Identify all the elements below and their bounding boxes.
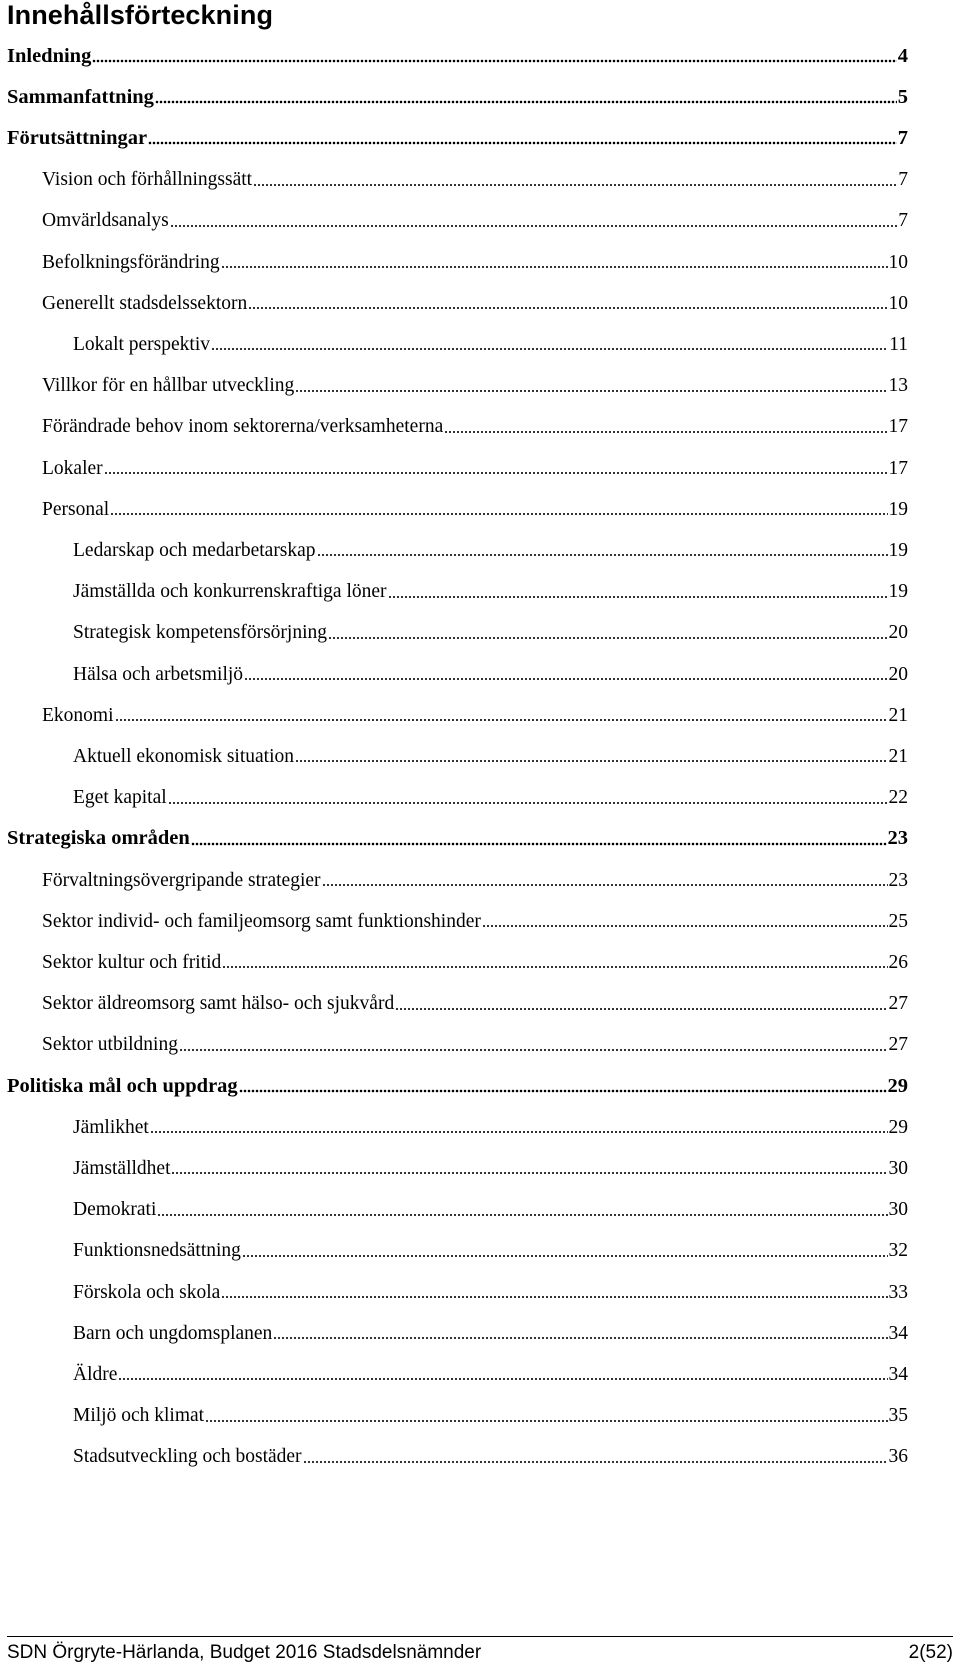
toc-entry-label: Jämställda och konkurrenskraftiga löner <box>73 581 387 603</box>
toc-entry[interactable] <box>42 493 908 521</box>
toc-entry-page-number: 10 <box>888 292 908 314</box>
toc-entry-label: Personal <box>42 498 110 520</box>
toc-entry[interactable] <box>73 617 908 645</box>
page-title: Innehållsförteckning <box>7 0 274 30</box>
toc-dot-leader <box>317 553 888 557</box>
toc-entry[interactable] <box>42 864 908 892</box>
toc-entry[interactable] <box>73 576 908 604</box>
toc-dot-leader <box>157 1213 887 1217</box>
toc-entry-page-number: 29 <box>888 1116 908 1138</box>
toc-entry-label: Aktuell ekonomisk situation <box>73 745 294 767</box>
toc-dot-leader <box>171 1171 887 1175</box>
toc-entry[interactable] <box>42 164 908 192</box>
toc-entry-page-number: 21 <box>888 704 908 726</box>
toc-entry-label: Lokaler <box>42 457 103 479</box>
toc-entry[interactable] <box>42 411 908 439</box>
toc-entry[interactable] <box>42 205 908 233</box>
toc-entry-page-number: 25 <box>888 910 908 932</box>
toc-entry-label: Eget kapital <box>73 787 167 809</box>
toc-entry[interactable] <box>7 1070 908 1098</box>
toc-entry-label: Sektor äldreomsorg samt hälso- och sjukvård <box>42 993 395 1015</box>
toc-dot-leader <box>148 141 897 145</box>
toc-entry-page-number: 19 <box>888 539 908 561</box>
toc-entry-label: Jämställdhet <box>73 1157 171 1179</box>
toc-entry-label: Hälsa och arbetsmiljö <box>73 663 244 685</box>
toc-dot-leader <box>221 1295 887 1299</box>
toc-entry-page-number: 30 <box>888 1199 908 1221</box>
toc-dot-leader <box>211 347 888 351</box>
toc-entry-label: Demokrati <box>73 1199 157 1221</box>
toc-entry-page-number: 19 <box>888 498 908 520</box>
toc-entry[interactable] <box>73 1111 908 1139</box>
toc-entry-label: Miljö och klimat <box>73 1405 205 1427</box>
toc-dot-leader <box>295 389 887 393</box>
toc-entry-page-number: 33 <box>888 1281 908 1303</box>
toc-entry-label: Funktionsnedsättning <box>73 1240 241 1262</box>
toc-entry[interactable] <box>73 658 908 686</box>
footer-document-info: SDN Örgryte-Härlanda, Budget 2016 Stadsdelsnämnder <box>7 1642 482 1663</box>
toc-entry[interactable] <box>42 370 908 398</box>
toc-entry-label: Generellt stadsdelssektorn <box>42 292 248 314</box>
toc-dot-leader <box>168 801 888 805</box>
toc-entry-page-number: 5 <box>897 85 908 108</box>
toc-entry-page-number: 21 <box>888 745 908 767</box>
toc-dot-leader <box>115 718 888 722</box>
toc-entry-page-number: 34 <box>888 1322 908 1344</box>
toc-entry-page-number: 23 <box>887 827 908 850</box>
toc-dot-leader <box>482 924 888 928</box>
toc-dot-leader <box>322 883 888 887</box>
toc-entry-label: Barn och ungdomsplanen <box>73 1322 273 1344</box>
toc-dot-leader <box>155 100 897 104</box>
toc-entry-page-number: 32 <box>888 1240 908 1262</box>
toc-dot-leader <box>303 1460 888 1464</box>
toc-entry-label: Politiska mål och uppdrag <box>7 1074 238 1097</box>
toc-entry-label: Förskola och skola <box>73 1281 221 1303</box>
toc-entry[interactable] <box>42 287 908 315</box>
toc-entry[interactable] <box>73 1441 908 1469</box>
toc-entry-page-number: 30 <box>888 1157 908 1179</box>
toc-entry[interactable] <box>7 40 908 68</box>
toc-dot-leader <box>92 59 896 63</box>
toc-entry-page-number: 7 <box>897 126 908 149</box>
toc-entry[interactable] <box>73 1358 908 1386</box>
toc-entry[interactable] <box>73 740 908 768</box>
toc-entry-label: Förutsättningar <box>7 126 148 149</box>
toc-entry[interactable] <box>73 1194 908 1222</box>
toc-entry[interactable] <box>42 905 908 933</box>
toc-dot-leader <box>104 471 888 475</box>
toc-dot-leader <box>244 677 887 681</box>
toc-entry-label: Ekonomi <box>42 704 114 726</box>
toc-entry-page-number: 34 <box>888 1363 908 1385</box>
toc-dot-leader <box>150 1130 888 1134</box>
toc-entry-page-number: 19 <box>888 581 908 603</box>
toc-dot-leader <box>253 183 897 187</box>
toc-entry-page-number: 11 <box>889 333 908 355</box>
toc-entry-label: Strategisk kompetensförsörjning <box>73 622 328 644</box>
toc-entry-page-number: 20 <box>888 663 908 685</box>
toc-dot-leader <box>444 430 887 434</box>
toc-entry[interactable] <box>7 823 908 851</box>
toc-dot-leader <box>395 1007 887 1011</box>
toc-entry-page-number: 20 <box>888 622 908 644</box>
toc-entry-label: Strategiska områden <box>7 827 190 850</box>
footer-page-number: 2(52) <box>908 1642 953 1663</box>
toc-entry-page-number: 36 <box>888 1446 908 1468</box>
toc-entry-label: Lokalt perspektiv <box>73 333 211 355</box>
toc-entry-page-number: 7 <box>898 169 908 191</box>
toc-entry-page-number: 35 <box>888 1405 908 1427</box>
toc-entry-label: Omvärldsanalys <box>42 210 169 232</box>
toc-entry-label: Jämlikhet <box>73 1116 149 1138</box>
toc-entry-page-number: 26 <box>888 951 908 973</box>
toc-entry[interactable] <box>7 81 908 109</box>
toc-entry[interactable] <box>73 782 908 810</box>
toc-entry-page-number: 29 <box>887 1074 908 1097</box>
toc-entry-page-number: 17 <box>888 457 908 479</box>
toc-entry[interactable] <box>73 534 908 562</box>
toc-entry-label: Stadsutveckling och bostäder <box>73 1446 302 1468</box>
toc-dot-leader <box>118 1377 887 1381</box>
toc-entry-label: Inledning <box>7 44 92 67</box>
toc-entry-label: Sammanfattning <box>7 85 154 108</box>
toc-entry-label: Sektor utbildning <box>42 1034 178 1056</box>
toc-entry[interactable] <box>73 1400 908 1428</box>
toc-entry-page-number: 22 <box>888 787 908 809</box>
toc-entry-page-number: 4 <box>897 44 908 67</box>
toc-entry[interactable] <box>42 1029 908 1057</box>
toc-entry-label: Förändrade behov inom sektorerna/verksamheterna <box>42 416 444 438</box>
toc-entry[interactable] <box>73 1276 908 1304</box>
toc-entry[interactable] <box>42 246 908 274</box>
toc-entry[interactable] <box>42 699 908 727</box>
toc-entry-label: Befolkningsförändring <box>42 251 220 273</box>
toc-entry-label: Villkor för en hållbar utveckling <box>42 375 295 397</box>
toc-entry-label: Förvaltningsövergripande strategier <box>42 869 321 891</box>
toc-entry-page-number: 27 <box>888 993 908 1015</box>
toc-entry-label: Ledarskap och medarbetarskap <box>73 539 316 561</box>
toc-entry[interactable] <box>42 452 908 480</box>
toc-dot-leader <box>205 1419 887 1423</box>
toc-entry-label: Vision och förhållningssätt <box>42 169 253 191</box>
toc-entry-page-number: 10 <box>888 251 908 273</box>
toc-entry[interactable] <box>7 122 908 150</box>
toc-dot-leader <box>222 965 887 969</box>
toc-dot-leader <box>110 512 887 516</box>
toc-entry-page-number: 23 <box>888 869 908 891</box>
toc-entry[interactable] <box>73 1235 908 1263</box>
toc-entry-page-number: 17 <box>888 416 908 438</box>
page-footer <box>7 1636 953 1667</box>
toc-entry-page-number: 13 <box>888 375 908 397</box>
toc-dot-leader <box>248 306 887 310</box>
toc-dot-leader <box>170 224 898 228</box>
toc-entry-label: Sektor kultur och fritid <box>42 951 222 973</box>
toc-entry[interactable] <box>73 1152 908 1180</box>
toc-dot-leader <box>295 759 888 763</box>
toc-entry-page-number: 27 <box>888 1034 908 1056</box>
toc-entry[interactable] <box>73 328 908 356</box>
toc-dot-leader <box>179 1048 888 1052</box>
toc-entry[interactable] <box>42 988 908 1016</box>
toc-dot-leader <box>191 842 887 846</box>
toc-dot-leader <box>239 1089 887 1093</box>
toc-entry-label: Sektor individ- och familjeomsorg samt funktionshinder <box>42 910 481 932</box>
toc-entry[interactable] <box>73 1317 908 1345</box>
toc-dot-leader <box>328 636 887 640</box>
toc-dot-leader <box>388 595 888 599</box>
toc-entry[interactable] <box>42 946 908 974</box>
toc-dot-leader <box>273 1336 887 1340</box>
toc-entry-page-number: 7 <box>898 210 908 232</box>
toc-dot-leader <box>242 1254 888 1258</box>
toc-entry-label: Äldre <box>73 1363 118 1385</box>
toc-dot-leader <box>221 265 888 269</box>
